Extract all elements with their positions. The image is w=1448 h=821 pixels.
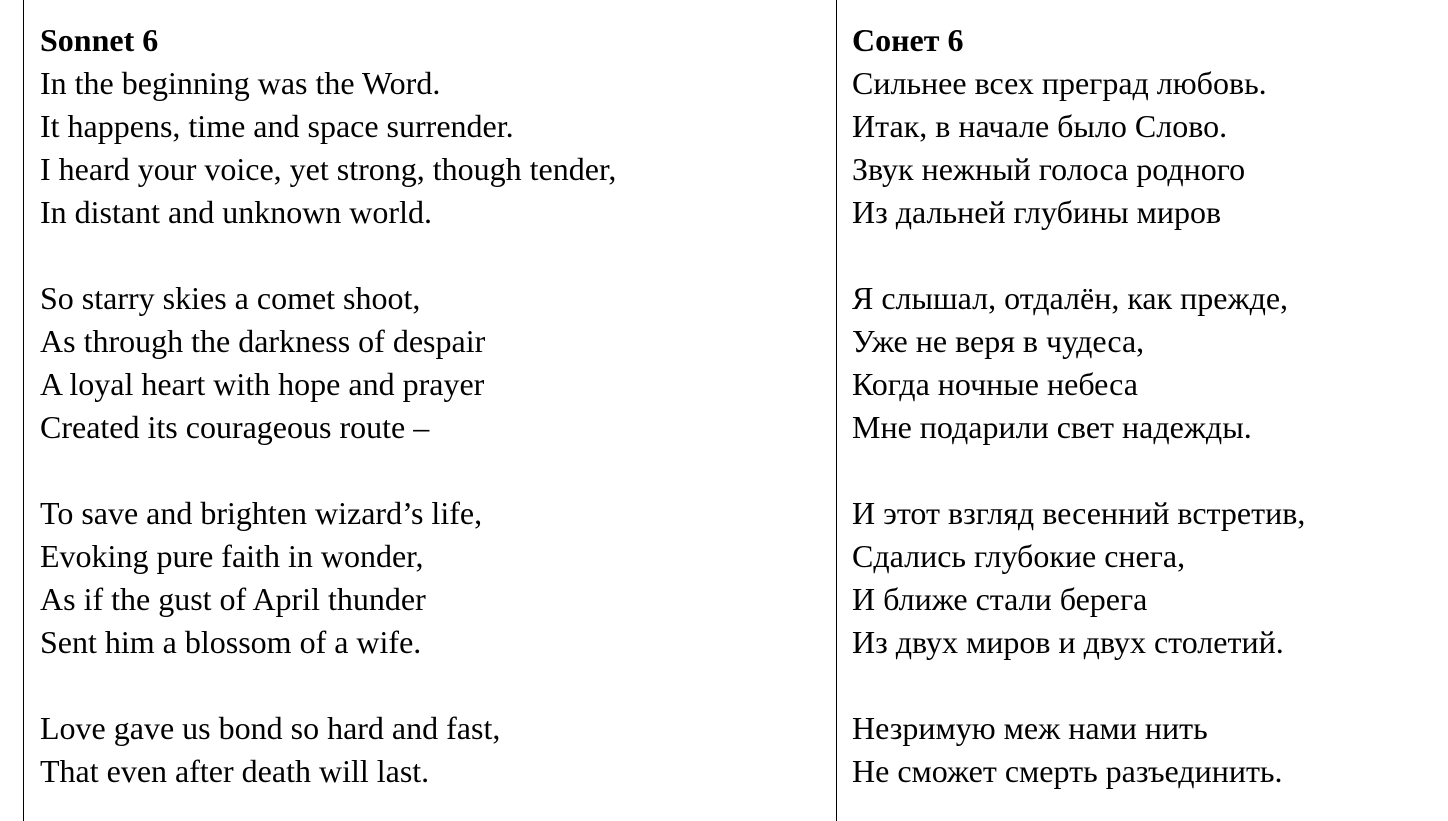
stanza-spacer	[40, 234, 820, 277]
poem-line: Love gave us bond so hard and fast,	[40, 710, 501, 746]
poem-line: Незримую меж нами нить	[852, 710, 1208, 746]
poem-line: Сильнее всех преград любовь.	[852, 65, 1267, 101]
english-sonnet-title: Sonnet 6	[40, 22, 159, 58]
english-stanza-2	[40, 277, 820, 449]
stanza-spacer	[852, 234, 1432, 277]
russian-stanza-1	[852, 62, 1432, 234]
poem-line: Не сможет смерть разъединить.	[852, 753, 1283, 789]
poem-line: To save and brighten wizard’s life,	[40, 495, 483, 531]
stanza-spacer	[40, 664, 820, 707]
poem-line: Звук нежный голоса родного	[852, 151, 1246, 187]
poem-line: Сдались глубокие снега,	[852, 538, 1186, 574]
russian-stanza-3	[852, 492, 1432, 664]
poem-line: Sent him a blossom of a wife.	[40, 624, 422, 660]
poem-line: И ближе стали берега	[852, 581, 1148, 617]
poem-line: As through the darkness of despair	[40, 323, 486, 359]
russian-stanza-2	[852, 277, 1432, 449]
poem-line: Created its courageous route –	[40, 409, 430, 445]
left-table-border	[23, 0, 24, 821]
poem-line: Уже не веря в чудеса,	[852, 323, 1145, 359]
poem-line: In distant and unknown world.	[40, 194, 432, 230]
poem-line: И этот взгляд весенний встретив,	[852, 495, 1306, 531]
poem-line: Из двух миров и двух столетий.	[852, 624, 1284, 660]
poem-line: So starry skies a comet shoot,	[40, 280, 421, 316]
english-stanza-1	[40, 62, 820, 234]
poem-line: Мне подарили свет надежды.	[852, 409, 1252, 445]
poem-line: I heard your voice, yet strong, though tender,	[40, 151, 617, 187]
russian-sonnet-column	[852, 19, 1432, 793]
russian-couplet	[852, 707, 1432, 793]
english-stanza-3	[40, 492, 820, 664]
poem-line: As if the gust of April thunder	[40, 581, 426, 617]
poem-line: Из дальней глубины миров	[852, 194, 1222, 230]
poem-line: Evoking pure faith in wonder,	[40, 538, 424, 574]
poem-line: Итак, в начале было Слово.	[852, 108, 1228, 144]
english-sonnet-column	[40, 19, 820, 793]
poem-line: Я слышал, отдалён, как прежде,	[852, 280, 1289, 316]
english-couplet	[40, 707, 820, 793]
russian-sonnet-title: Сонет 6	[852, 22, 964, 58]
poem-line: It happens, time and space surrender.	[40, 108, 514, 144]
poem-line: Когда ночные небеса	[852, 366, 1138, 402]
poem-line: A loyal heart with hope and prayer	[40, 366, 485, 402]
stanza-spacer	[852, 664, 1432, 707]
column-divider	[836, 0, 837, 821]
poem-line: That even after death will last.	[40, 753, 430, 789]
stanza-spacer	[40, 449, 820, 492]
poem-line: In the beginning was the Word.	[40, 65, 441, 101]
stanza-spacer	[852, 449, 1432, 492]
